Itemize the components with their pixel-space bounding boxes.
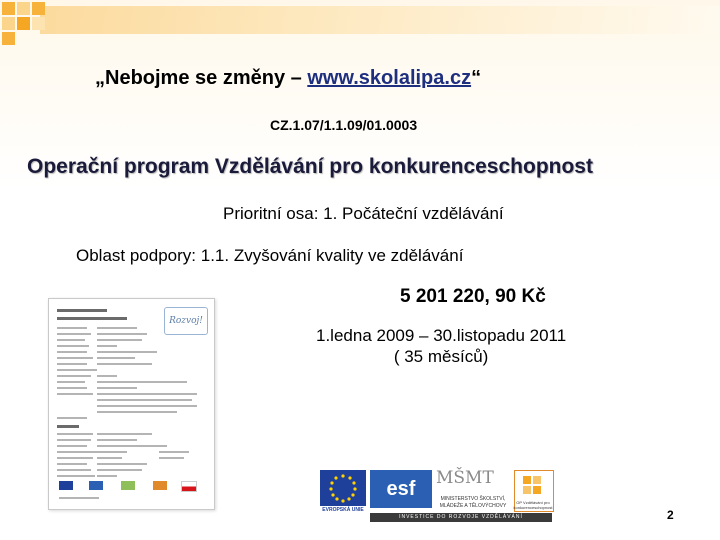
msmt-logo: MŠMT [436, 468, 494, 488]
page-number: 2 [667, 508, 674, 522]
program-name: Operační program Vzdělávání pro konkurenceschopnost [27, 155, 593, 178]
corner-decoration [0, 0, 60, 48]
project-period [316, 325, 566, 367]
invest-banner: INVESTICE DO ROZVOJE VZDĚLÁVÁNÍ [370, 513, 552, 522]
funding-logos [318, 466, 554, 522]
esf-logo: esf [370, 470, 432, 508]
top-decorative-band [40, 6, 720, 34]
eu-flag-icon [320, 470, 366, 506]
support-area: Oblast podpory: 1.1. Zvyšování kvality ve zdělávání [76, 246, 464, 265]
project-amount: 5 201 220, 90 Kč [400, 286, 546, 307]
website-link[interactable]: www.skolalipa.cz [307, 67, 472, 89]
document-thumbnail [48, 298, 215, 510]
date-range: 1.ledna 2009 – 30.listopadu 2011 [316, 326, 567, 345]
msmt-caption: MINISTERSTVO ŠKOLSTVÍ, MLÁDEŽE A TĚLOVÝCHOVY [439, 496, 507, 509]
duration: ( 35 měsíců) [393, 347, 489, 366]
thumbnail-logo: Rozvoj! [164, 307, 208, 335]
priority-axis: Prioritní osa: 1. Počáteční vzdělávání [223, 204, 504, 223]
eu-label: EVROPSKÁ UNIE [322, 507, 364, 513]
slide-title: „Nebojme se změny – www.skolalipa.cz“ [95, 67, 482, 89]
op-caption: OP Vzdělávání pro konkurenceschopnost [513, 500, 553, 510]
project-code: CZ.1.07/1.1.09/01.0003 [270, 117, 418, 133]
